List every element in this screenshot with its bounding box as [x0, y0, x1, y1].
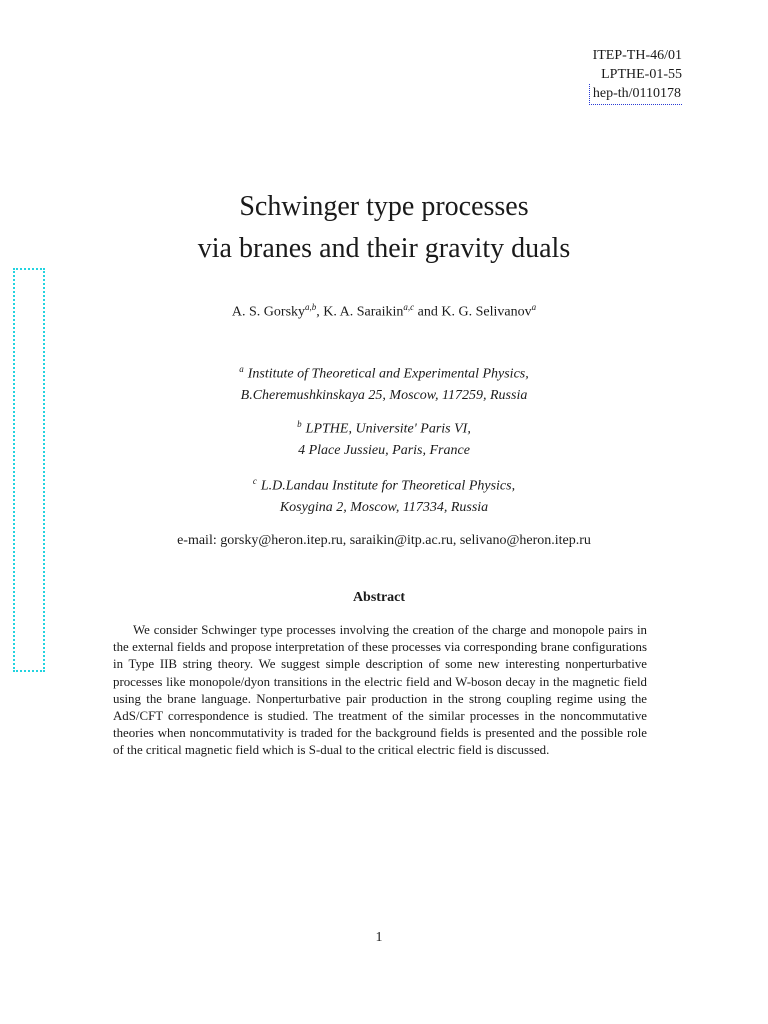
arxiv-id-link[interactable]: hep-th/0110178	[589, 84, 682, 105]
abstract-heading: Abstract	[352, 590, 406, 605]
affiliation-b	[0, 414, 768, 461]
author-name: A. S. Gorsky	[231, 304, 306, 320]
title-line-1: Schwinger type processes	[239, 191, 529, 222]
author-separator: and	[414, 304, 442, 320]
affiliation-c	[0, 471, 768, 518]
page-number: 1	[375, 930, 383, 945]
author-affil-mark: a,b	[305, 302, 317, 312]
abstract-text: We consider Schwinger type processes involving the creation of the charge and monopole pairs in the external fields and propose interpretation of these processes via corresponding brane configurations in Type IIB string theory. We suggest simple description of some new interesting nonperturbative processes like monopole/dyon transitions in the electric field and W-boson decay in the magnetic field using the brane language. Nonperturbative pair production in the strong coupling regime using the AdS/CFT correspondence is studied. The treatment of the similar processes in the noncommutative theories when noncommutativity is traded for the background fields is presented and the possible role of the critical magnetic field which is S-dual to the critical electric field is discussed.	[113, 623, 647, 758]
affiliation-line: LPTHE, Universite' Paris VI,	[305, 421, 471, 437]
affiliation-line: Institute of Theoretical and Experimental Physics,	[247, 366, 529, 382]
affiliation-mark: c	[252, 476, 257, 486]
author-affil-mark: a	[531, 302, 537, 312]
report-number-lpthe: LPTHE-01-55	[601, 67, 682, 82]
paper-title	[0, 186, 768, 270]
affiliation-address: B.Cheremushkinskaya 25, Moscow, 117259, Russia	[240, 387, 528, 403]
affiliation-mark: b	[297, 419, 302, 429]
report-numbers	[589, 46, 682, 105]
affiliation-address: 4 Place Jussieu, Paris, France	[298, 442, 470, 458]
margin-link-frame[interactable]	[13, 268, 45, 672]
affiliation-address: Kosygina 2, Moscow, 117334, Russia	[279, 499, 489, 515]
affiliation-line: L.D.Landau Institute for Theoretical Physics,	[260, 478, 516, 494]
author-affil-mark: a,c	[403, 302, 415, 312]
email-line: e-mail: gorsky@heron.itep.ru, saraikin@itp.ac.ru, selivano@heron.itep.ru	[177, 533, 591, 548]
author-name: K. A. Saraikin	[323, 304, 404, 320]
author-list	[0, 302, 768, 321]
report-number-itep: ITEP-TH-46/01	[592, 48, 682, 63]
author-name: K. G. Selivanov	[441, 304, 532, 320]
affiliation-a	[0, 359, 768, 406]
affiliation-mark: a	[239, 364, 244, 374]
author-separator: ,	[316, 304, 324, 320]
title-line-2: via branes and their gravity duals	[197, 233, 571, 264]
